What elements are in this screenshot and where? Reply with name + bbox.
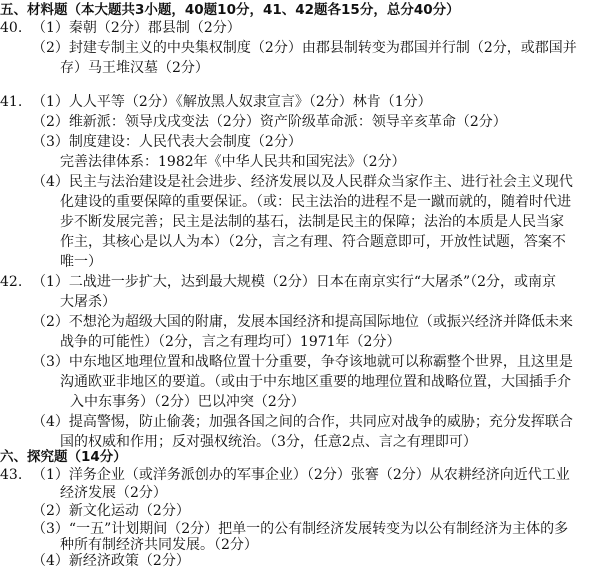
section-6-heading: 六、探究题（14分）	[0, 449, 127, 465]
q42-answer-3-line-2: 沟通欧亚非地区的要道。（或由于中东地区重要的地理位置和战略位置，大国插手介	[60, 374, 571, 390]
q41-answer-2: （2）维新派：领导戊戌变法（2分）资产阶级革命派：领导辛亥革命（2分）	[32, 114, 507, 130]
q42-answer-4-line-1: （4）提高警惕，防止偷袭；加强各国之间的合作，共同应对战争的威胁；充分发挥联合	[32, 414, 573, 430]
q43-number: 43.	[0, 467, 23, 483]
q41-answer-3-line-1: （3）制度建设：人民代表大会制度（2分）	[32, 134, 302, 150]
q41-answer-4-line-5: 唯一）	[60, 254, 102, 270]
q41-answer-4-line-2: 化建设的重要保障的重要保证。（或：民主法治的进程不是一蹴而就的，随着时代进	[60, 194, 571, 210]
q43-answer-3-line-1: （3）“一五”计划期间（2分）把单一的公有制经济发展转变为以公有制经济为主体的多	[32, 521, 569, 537]
q43-answer-1-line-2: 经济发展（2分）	[60, 485, 167, 501]
q42-line-1	[0, 272, 556, 292]
q40-answer-1: （1）秦朝（2分）郡县制（2分）	[32, 20, 241, 36]
q41-answer-1: （1）人人平等（2分）《解放黑人奴隶宣言》（2分）林肯（1分）	[32, 94, 432, 110]
q42-answer-4-line-2: 国的权威和作用；反对强权统治。（3分，任意2点、言之有理即可）	[60, 434, 477, 450]
q43-line-1	[0, 466, 570, 484]
q43-answer-4: （4）新经济政策（2分）	[32, 553, 190, 569]
q43-answer-2: （2）新文化运动（2分）	[32, 503, 190, 519]
q40-answer-2-line-1: （2）封建专制主义的中央集权制度（2分）由郡县制转变为郡国并行制（2分，或郡国并	[32, 40, 577, 56]
q42-answer-2-line-1: （2）不想沦为超级大国的附庸，发展本国经济和提高国际地位（或振兴经济并降低未来	[32, 314, 573, 330]
q41-answer-3-line-2: 完善法律体系：1982年《中华人民共和国宪法》（2分）	[60, 154, 406, 170]
q40-number: 40.	[0, 20, 23, 36]
q41-answer-4-line-3: 步不断发展完善；民主是法制的基石，法制是民主的保障；法治的本质是人民当家	[60, 214, 564, 230]
q41-line-1	[0, 92, 432, 112]
q41-answer-4-line-4: 作主，其核心是以人为本）（2分，言之有理、符合题意即可，开放性试题，答案不	[60, 234, 566, 250]
q42-answer-2-line-2: 战争的可能性）（2分，言之有理均可）1971年（2分）	[60, 334, 401, 350]
q40-line-1	[0, 18, 241, 38]
q42-answer-3-line-3: 入中东事务）（2分）巴以冲突（2分）	[70, 394, 305, 410]
q42-answer-3-line-1: （3）中东地区地理位置和战略位置十分重要，争夺该地就可以称霸整个世界，且这里是	[32, 354, 573, 370]
q41-answer-4-line-1: （4）民主与法治建设是社会进步、经济发展以及人民群众当家作主、进行社会主义现代	[32, 174, 573, 190]
q43-answer-1-line-1: （1）洋务企业（或洋务派创办的军事企业）（2分）张謇（2分）从农耕经济向近代工业	[32, 467, 570, 483]
q42-number: 42.	[0, 274, 23, 290]
q43-answer-3-line-2: 种所有制经济共同发展。（2分）	[60, 537, 258, 553]
section-5-heading: 五、材料题（本大题共3小题，40题10分，41、42题各15分，总分40分）	[0, 2, 460, 18]
q42-answer-1-line-1: （1）二战进一步扩大，达到最大规模（2分）日本在南京实行“大屠杀”（2分，或南京	[32, 274, 557, 290]
q41-number: 41.	[0, 94, 23, 110]
q42-answer-1-line-2: 大屠杀）	[60, 294, 116, 310]
q40-answer-2-line-2: 存）马王堆汉墓（2分）	[60, 60, 209, 76]
